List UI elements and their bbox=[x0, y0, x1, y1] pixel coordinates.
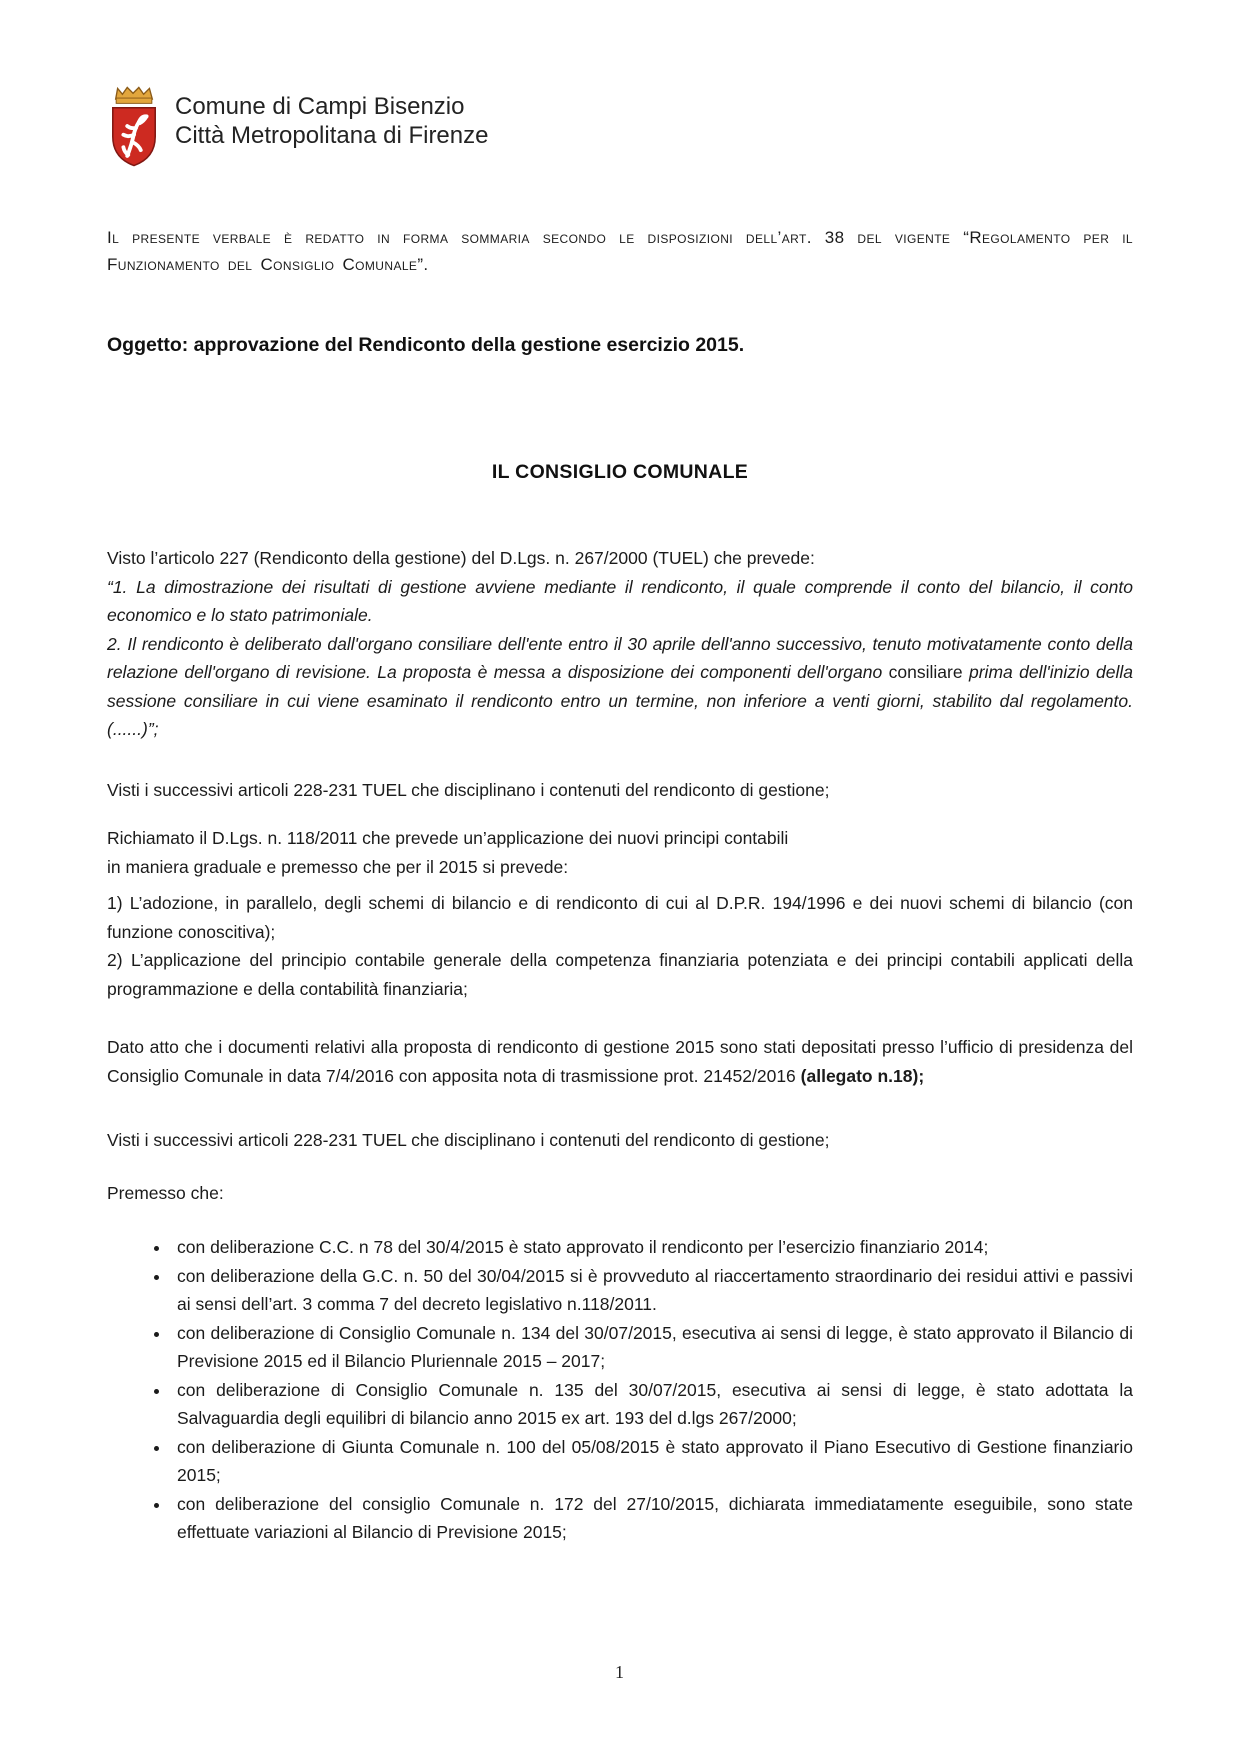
quote-run: prima dell'inizio della sessione consiliare in cui viene esaminato il rendiconto entro un termine, non inferiore a venti giorni, stabilito dal regolamento. (......)”; bbox=[107, 662, 1133, 739]
premesso-bullet-list bbox=[107, 1233, 1133, 1547]
richiamato-line2: in maniera graduale e premesso che per il 2015 si prevede: bbox=[107, 856, 569, 877]
premesso-label: Premesso che: bbox=[107, 1182, 224, 1203]
visti-articoli-paragraph-2: Visti i successivi articoli 228-231 TUEL che disciplinano i contenuti del rendiconto di gestione; bbox=[107, 1130, 830, 1150]
visto-block bbox=[107, 544, 1133, 744]
point-1: 1) L’adozione, in parallelo, degli schemi di bilancio e di rendiconto di cui al D.P.R. 194/1996 e dei nuovi schemi di bilancio (con funzione conoscitiva); bbox=[107, 893, 1133, 942]
dato-atto-paragraph bbox=[107, 1033, 1133, 1090]
numbered-points bbox=[107, 889, 1133, 1003]
verbale-notice-paragraph: Il presente verbale è redatto in forma sommaria secondo le disposizioni dell’art. 38 del vigente “Regolamento per il Funzionamento del Consiglio Comunale”. bbox=[107, 228, 1133, 274]
point-2: 2) L’applicazione del principio contabile generale della competenza finanziaria potenziata e dei principi contabili applicati della programmazione e della contabilità finanziaria; bbox=[107, 950, 1133, 999]
law-quote-paragraph-2 bbox=[107, 630, 1133, 744]
richiamato-paragraph bbox=[107, 824, 1133, 881]
allegato-reference: (allegato n.18); bbox=[800, 1065, 925, 1086]
list-item: • con deliberazione di Giunta Comunale n. 100 del 05/08/2015 è stato approvato il Piano Esecutivo di Gestione finanziario 2015; bbox=[171, 1433, 1133, 1490]
dato-atto-text: Dato atto che i documenti relativi alla proposta di rendiconto di gestione 2015 sono stati depositati presso l’ufficio di presidenza del Consiglio Comunale in data 7/4/2016 con apposita nota di trasmissione prot. 21452/2016 bbox=[107, 1037, 1133, 1086]
quote-run-upright: consiliare bbox=[888, 662, 963, 682]
municipal-coat-of-arms-icon bbox=[107, 84, 161, 175]
quote-run: 2. Il rendiconto è deliberato dall'organo consiliare dell'ente entro il 30 aprile dell'anno successivo, tenuto motivatamente conto della relazione dell'organo di revisione. La proposta è messa a disposizione dei componenti dell'organo bbox=[107, 633, 1133, 682]
page-number: 1 bbox=[615, 1662, 624, 1682]
list-item: • con deliberazione di Consiglio Comunale n. 135 del 30/07/2015, esecutiva ai sensi di legge, è stato adottata la Salvaguardia degli equilibri di bilancio anno 2015 ex art. 193 del d.lgs 267/2000; bbox=[171, 1376, 1133, 1433]
law-quote-paragraph-1: “1. La dimostrazione dei risultati di gestione avviene mediante il rendiconto, il quale comprende il conto del bilancio, il conto economico e lo stato patrimoniale. bbox=[107, 576, 1133, 625]
main-heading: IL CONSIGLIO COMUNALE bbox=[491, 461, 749, 483]
list-item: • con deliberazione del consiglio Comunale n. 172 del 27/10/2015, dichiarata immediatamente eseguibile, sono state effettuate variazioni al Bilancio di Previsione 2015; bbox=[171, 1490, 1133, 1547]
org-subtitle: Città Metropolitana di Firenze bbox=[175, 122, 489, 150]
richiamato-line1: Richiamato il D.Lgs. n. 118/2011 che prevede un’applicazione dei nuovi principi contabili bbox=[107, 828, 789, 848]
list-item: • con deliberazione della G.C. n. 50 del 30/04/2015 si è provveduto al riaccertamento straordinario dei residui attivi e passivi ai sensi dell’art. 3 comma 7 del decreto legislativo n.118/2011. bbox=[171, 1262, 1133, 1319]
subject-line: Oggetto: approvazione del Rendiconto della gestione esercizio 2015. bbox=[107, 334, 745, 356]
visto-intro: Visto l’articolo 227 (Rendiconto della gestione) del D.Lgs. n. 267/2000 (TUEL) che prevede: bbox=[107, 548, 815, 568]
org-name: Comune di Campi Bisenzio bbox=[175, 93, 465, 120]
visti-articoli-paragraph: Visti i successivi articoli 228-231 TUEL che disciplinano i contenuti del rendiconto di gestione; bbox=[107, 779, 830, 800]
list-item: • con deliberazione di Consiglio Comunale n. 134 del 30/07/2015, esecutiva ai sensi di legge, è stato approvato il Bilancio di Previsione 2015 ed il Bilancio Pluriennale 2015 – 2017; bbox=[171, 1319, 1133, 1376]
org-title-block bbox=[175, 84, 488, 151]
document-header bbox=[107, 84, 1133, 174]
list-item: • con deliberazione C.C. n 78 del 30/4/2015 è stato approvato il rendiconto per l’esercizio finanziario 2014; bbox=[171, 1233, 1133, 1262]
